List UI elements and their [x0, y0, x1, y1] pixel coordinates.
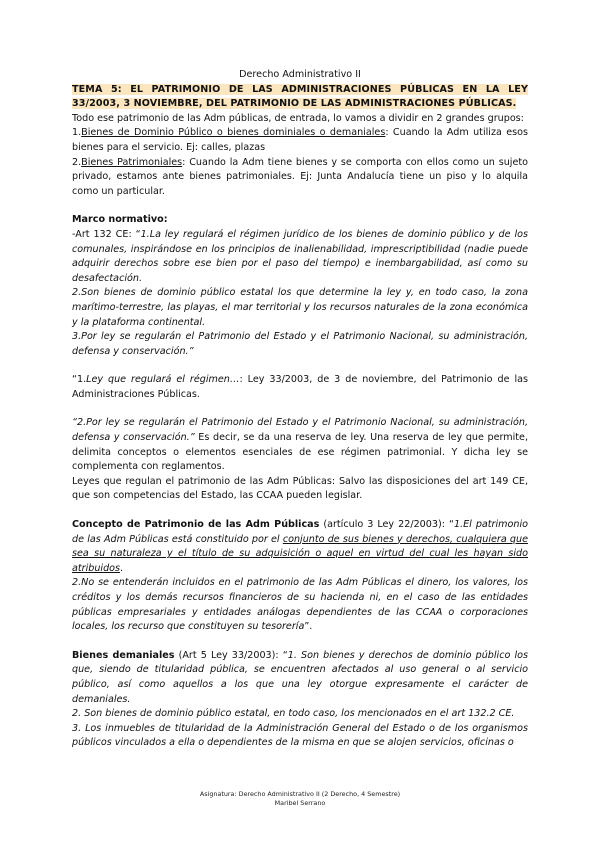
page-footer [0, 790, 600, 808]
marco-heading: Marco normativo: [72, 214, 168, 226]
concepto-p1: Concepto de Patrimonio de las Adm Públicas (artículo 3 Ley 22/2003): “1.El patrimonio de las Adm Públicas está constituido por el conjunto de sus bienes y derechos, cualquiera que sea su naturaleza y el título de su adquisición o aquel en virtud del cual les hayan sido atribuidos. [72, 519, 529, 574]
document-header: Derecho Administrativo II [239, 69, 361, 80]
intro-item-2: 2.Bienes Patrimoniales: Cuando la Adm tiene bienes y se comporta con ellos como un sujeto privado, estamos ante bienes patrimoniales. Ej: Junta Andalucía tiene un piso y lo alquila como un particular. [72, 156, 528, 197]
document-page [72, 68, 528, 751]
quote-2-paragraph: “2.Por ley se regularán el Patrimonio del Estado y el Patrimonio Nacional, su administración, defensa y conservación.” Es decir, se da una reserva de ley. Una reserva de ley que permite, delimita conceptos o elementos esenciales de ese régimen patrimonial. Y dicha ley se complementa con reglamentos. [72, 417, 528, 473]
concepto-p2: 2.No se entenderán incluidos en el patrimonio de las Adm Públicas el dinero, los valores, los créditos y los demás recursos financieros de su hacienda ni, en el caso de las entidades públicas empresariales y entidades análogas dependientes de las CCAA o corporaciones locales, los recurso que constituyen su tesorería”. [72, 577, 528, 633]
leyes-paragraph: Leyes que regulan el patrimonio de las Adm Públicas: Salvo las disposiciones del art 149 CE, que son competencias del Estado, las CCAA pueden legislar. [72, 475, 528, 502]
footer-subject: Asignatura: Derecho Administrativo II (2 Derecho, 4 Semestre) [199, 790, 401, 798]
footer-author: Maribel Serrano [274, 799, 326, 807]
term-bienes-patrimoniales: Bienes Patrimoniales [81, 156, 183, 168]
intro-item-1: 1.Bienes de Dominio Público o bienes dominiales o demaniales: Cuando la Adm utiliza esos bienes para el servicio. Ej: calles, plazas [72, 127, 528, 153]
concepto-heading: Concepto de Patrimonio de las Adm Públicas [72, 519, 320, 531]
art132-p1: -Art 132 CE: “1.La ley regulará el régimen jurídico de los bienes de dominio público y de los comunales, inspirándose en los principios de inalienabilidad, imprescriptibilidad (nadie puede adquirir derechos sobre ese bien por el paso del tiempo) e inembargabilidad, así como su desafectación. [72, 228, 528, 284]
document-title [72, 83, 528, 112]
demaniales-p3: 3. Los inmuebles de titularidad de la Administración General del Estado o de los organismos públicos vinculados a ella o dependientes de la misma en que se alojen servicios, oficinas o [72, 722, 528, 749]
term-dominio-publico: Bienes de Dominio Público o bienes dominiales o demaniales [81, 127, 386, 139]
art132-p3: 3.Por ley se regularán el Patrimonio del Estado y el Patrimonio Nacional, su administración, defensa y conservación.” [72, 331, 528, 357]
demaniales-p2: 2. Son bienes de dominio público estatal, en todo caso, los mencionados en el art 132.2 CE. [72, 708, 515, 720]
title-highlight: TEMA 5: EL PATRIMONIO DE LAS ADMINISTRACIONES PÚBLICAS EN LA LEY 33/2003, 3 NOVIEMBRE, DEL PATRIMONIO DE LAS ADMINISTRACIONES PÚBLICAS. [72, 83, 528, 110]
quote-1-paragraph: “1.Ley que regulará el régimen…: Ley 33/2003, de 3 de noviembre, del Patrimonio de las Administraciones Públicas. [72, 374, 528, 400]
demaniales-heading: Bienes demaniales [72, 649, 175, 661]
art132-p2: 2.Son bienes de dominio público estatal los que determine la ley y, en todo caso, la zona marítimo-terrestre, las playas, el mar territorial y los recursos naturales de la zona económica y la plataforma continental. [72, 287, 528, 328]
intro-paragraph: Todo ese patrimonio de las Adm públicas, de entrada, lo vamos a dividir en 2 grandes grupos: [72, 112, 524, 124]
demaniales-p1: Bienes demaniales (Art 5 Ley 33/2003): “1. Son bienes y derechos de dominio público los que, siendo de titularidad pública, se encuentren afectados al uso general o al servicio público, así como aquellos a los que una ley otorgue expresamente el carácter de demaniales. [72, 649, 528, 705]
